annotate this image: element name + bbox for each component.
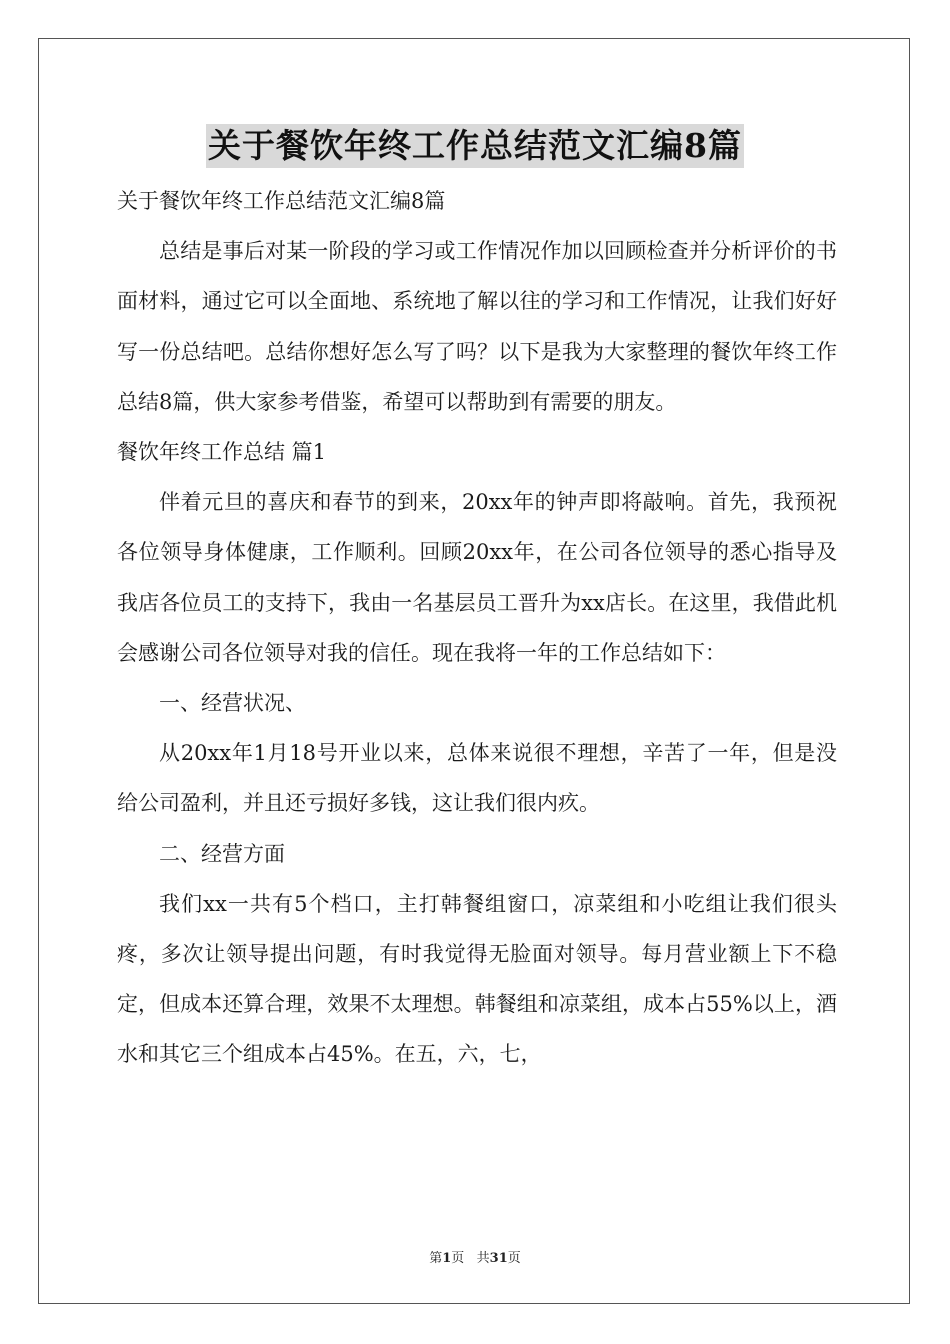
subtitle-line: 关于餐饮年终工作总结范文汇编8篇 <box>117 189 446 213</box>
subheading-business: 二、经营方面 <box>159 841 285 866</box>
intro-paragraph: 总结是事后对某一阶段的学习或工作情况作加以回顾检查并分析评价的书面材料，通过它可以全面地、系统地了解以往的学习和工作情况，让我们好好写一份总结吧。总结你想好怎么写了吗？以下是我为大家整理的餐饮年终工作总结8篇，供大家参考借鉴，希望可以帮助到有需要的朋友。 <box>117 239 837 414</box>
title-area <box>0 124 950 168</box>
body-paragraph: 从20xx年1月18号开业以来，总体来说很不理想，辛苦了一年，但是没给公司盈利，并且还亏损好多钱，这让我们很内疚。 <box>117 741 837 816</box>
footer-suffix: 页 <box>507 1251 521 1266</box>
body-paragraph: 我们xx一共有5个档口，主打韩餐组窗口，凉菜组和小吃组让我们很头疼，多次让领导提出问题，有时我觉得无脸面对领导。每月营业额上下不稳定，但成本还算合理，效果不太理想。韩餐组和凉菜组，成本占55%以上，酒水和其它三个组成本占45%。在五，六，七， <box>117 891 837 1067</box>
footer-prefix: 第 <box>429 1251 443 1266</box>
total-page-count: 31 <box>489 1251 508 1266</box>
subheading-operations: 一、经营状况、 <box>159 691 306 716</box>
body-paragraph: 伴着元旦的喜庆和春节的到来，20xx年的钟声即将敲响。首先，我预祝各位领导身体健康，工作顺利。回顾20xx年，在公司各位领导的悉心指导及我店各位员工的支持下，我由一名基层员工晋升为xx店长。在这里，我借此机会感谢公司各位领导对我的信任。现在我将一年的工作总结如下： <box>117 490 837 665</box>
document-title: 关于餐饮年终工作总结范文汇编8篇 <box>206 124 744 168</box>
document-body <box>117 176 837 1080</box>
section-heading: 餐饮年终工作总结 篇1 <box>117 440 327 465</box>
current-page-number: 1 <box>442 1251 452 1266</box>
page-footer <box>0 1247 950 1266</box>
footer-middle: 页 共 <box>451 1251 490 1266</box>
